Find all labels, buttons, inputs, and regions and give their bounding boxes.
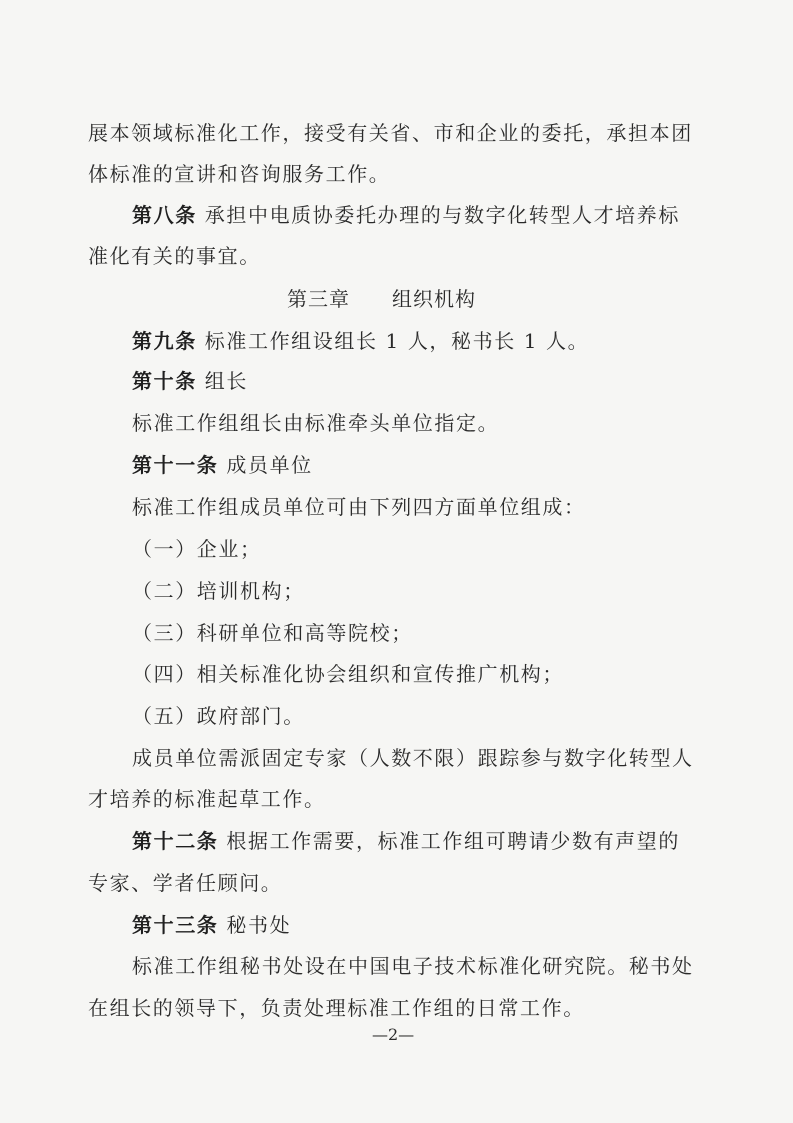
article-heading: 第十一条 (132, 453, 219, 477)
paragraph-line: 成员单位需派固定专家（人数不限）跟踪参与数字化转型人 (132, 746, 694, 770)
paragraph-line: 在组长的领导下，负责处理标准工作组的日常工作。 (88, 996, 585, 1020)
article-11: 第十一条 成员单位 (132, 453, 313, 477)
article-10: 第十条 组长 (132, 369, 248, 393)
chapter-title: 第三章 组织机构 (287, 287, 476, 311)
paragraph-line: 标准工作组秘书处设在中国电子技术标准化研究院。秘书处 (132, 954, 694, 978)
article-heading: 第十二条 (132, 829, 219, 853)
article-heading: 第十条 (132, 369, 197, 393)
list-item: （二）培训机构； (132, 579, 305, 603)
paragraph-line: 标准工作组组长由标准牵头单位指定。 (132, 411, 500, 435)
paragraph-line: 标准工作组成员单位可由下列四方面单位组成： (132, 495, 586, 519)
article-heading: 第九条 (132, 329, 197, 353)
article-heading: 第八条 (132, 203, 197, 227)
list-item: （五）政府部门。 (132, 704, 305, 728)
article-12: 第十二条 根据工作需要，标准工作组可聘请少数有声望的 (132, 829, 680, 853)
paragraph-line: 展本领域标准化工作，接受有关省、市和企业的委托，承担本团 (88, 121, 693, 145)
article-13: 第十三条 秘书处 (132, 913, 292, 937)
page-number: —2— (372, 1025, 415, 1044)
list-item: （一）企业； (132, 537, 262, 561)
paragraph-line: 才培养的标准起草工作。 (88, 787, 326, 811)
paragraph-line: 准化有关的事宜。 (88, 244, 261, 268)
list-item: （四）相关标准化协会组织和宣传推广机构； (132, 662, 564, 686)
article-9: 第九条 标准工作组设组长 1 人，秘书长 1 人。 (132, 329, 590, 353)
article-8: 第八条 承担中电质协委托办理的与数字化转型人才培养标 (132, 203, 680, 227)
paragraph-line: 专家、学者任顾问。 (88, 871, 283, 895)
article-heading: 第十三条 (132, 913, 219, 937)
paragraph-line: 体标准的宣讲和咨询服务工作。 (88, 162, 391, 186)
list-item: （三）科研单位和高等院校； (132, 621, 413, 645)
